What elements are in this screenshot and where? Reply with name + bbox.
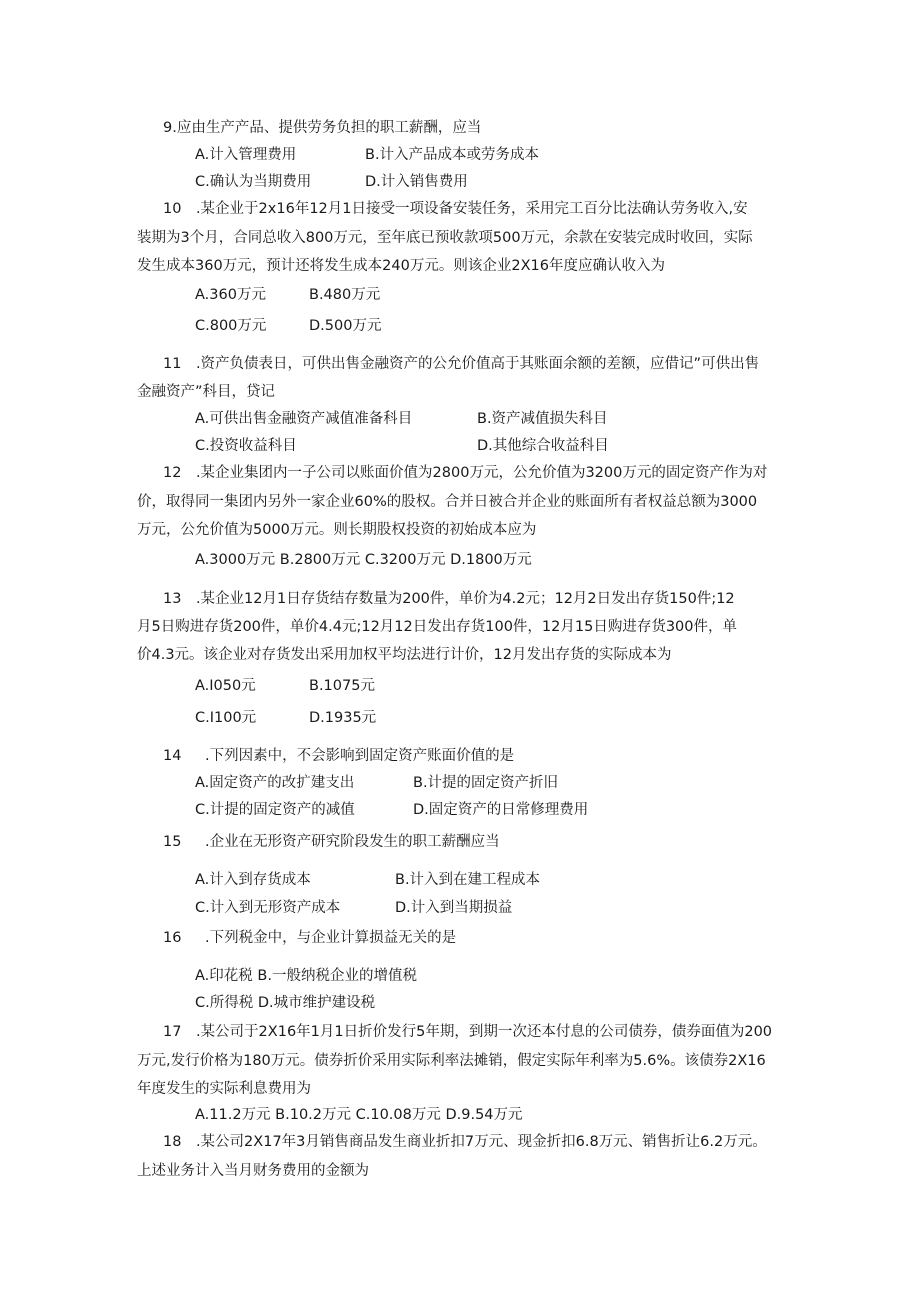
option-a: A.I050元 bbox=[195, 678, 256, 694]
options-line: A.印花税 B.一般纳税企业的增值税 bbox=[195, 968, 417, 984]
option-a: A.固定资产的改扩建支出 bbox=[195, 775, 355, 791]
option-c: C.I100元 bbox=[195, 710, 257, 726]
options-line: C.所得税 D.城市维护建设税 bbox=[195, 995, 376, 1011]
option-a: A.可供出售金融资产减值准备科目 bbox=[195, 411, 413, 427]
question-stem-line: 月5日购进存货200件，单价4.4元;12月12日发出存货100件，12月15日购进存货300件，单 bbox=[137, 619, 737, 635]
question-stem: .企业在无形资产研究阶段发生的职工薪酬应当 bbox=[205, 834, 500, 850]
question-stem: 17 .某公司于2X16年1月1日折价发行5年期，到期一次还本付息的公司债券，债券面值为200 bbox=[163, 1024, 773, 1040]
question-stem-line: 万元，公允价值为5000万元。则长期股权投资的初始成本应为 bbox=[137, 522, 537, 538]
option-c: C.计入到无形资产成本 bbox=[195, 900, 341, 916]
options-line: A.3000万元 B.2800万元 C.3200万元 D.1800万元 bbox=[195, 552, 532, 568]
option-a: A.计入管理费用 bbox=[195, 147, 297, 163]
option-b: B.计入产品成本或劳务成本 bbox=[365, 147, 540, 163]
option-d: D.1935元 bbox=[309, 710, 377, 726]
options-line: A.11.2万元 B.10.2万元 C.10.08万元 D.9.54万元 bbox=[195, 1107, 523, 1123]
question-stem-line: 上述业务计入当月财务费用的金额为 bbox=[137, 1163, 369, 1179]
question-stem-line: 价4.3元。该企业对存货发出采用加权平均法进行计价，12月发出存货的实际成本为 bbox=[137, 647, 672, 663]
option-a: A.360万元 bbox=[195, 287, 266, 303]
question-number: 14 bbox=[163, 748, 182, 764]
question-stem: 10 .某企业于2x16年12月1日接受一项设备安装任务，采用完工百分比法确认劳务收入,安 bbox=[163, 201, 748, 217]
option-a: A.计入到存货成本 bbox=[195, 872, 311, 888]
option-c: C.投资收益科目 bbox=[195, 438, 297, 454]
option-d: D.500万元 bbox=[309, 318, 382, 334]
question-number: 16 bbox=[163, 930, 182, 946]
question-stem: .下列税金中，与企业计算损益无关的是 bbox=[205, 930, 457, 946]
question-stem: 12 .某企业集团内一子公司以账面价值为2800万元，公允价值为3200万元的固定资产作为对 bbox=[163, 465, 768, 481]
option-b: B.1075元 bbox=[309, 678, 375, 694]
question-stem-line: 发生成本360万元，预计还将发生成本240万元。则该企业2X16年度应确认收入为 bbox=[137, 258, 665, 274]
option-b: B.计提的固定资产折旧 bbox=[413, 775, 559, 791]
question-stem-line: 万元,发行价格为180万元。债券折价采用实际利率法摊销，假定实际年利率为5.6%。该债券2X16 bbox=[137, 1053, 766, 1069]
option-c: C.确认为当期费用 bbox=[195, 174, 312, 190]
question-stem-line: 金融资产”科目，贷记 bbox=[137, 384, 276, 400]
question-stem: 11 .资产负债表日，可供出售金融资产的公允价值高于其账面余额的差额，应借记”可供出售 bbox=[163, 356, 760, 372]
option-b: B.480万元 bbox=[309, 287, 381, 303]
option-d: D.计入销售费用 bbox=[365, 174, 468, 190]
option-b: B.资产减值损失科目 bbox=[477, 411, 608, 427]
option-c: C.计提的固定资产的减值 bbox=[195, 802, 355, 818]
option-d: D.计入到当期损益 bbox=[395, 900, 513, 916]
question-stem: 18 .某公司2X17年3月销售商品发生商业折扣7万元、现金折扣6.8万元、销售折让6.2万元。 bbox=[163, 1134, 767, 1150]
question-stem: 9.应由生产产品、提供劳务负担的职工薪酬，应当 bbox=[163, 120, 482, 136]
question-stem-line: 装期为3个月，合同总收入800万元，至年底已预收款项500万元，余款在安装完成时收回，实际 bbox=[137, 230, 753, 246]
option-b: B.计入到在建工程成本 bbox=[395, 872, 541, 888]
option-d: D.固定资产的日常修理费用 bbox=[413, 802, 589, 818]
question-number: 15 bbox=[163, 834, 182, 850]
question-stem: .下列因素中，不会影响到固定资产账面价值的是 bbox=[205, 748, 515, 764]
question-stem-line: 价，取得同一集团内另外一家企业60%的股权。合并日被合并企业的账面所有者权益总额为3000 bbox=[137, 494, 758, 510]
option-d: D.其他综合收益科目 bbox=[477, 438, 609, 454]
question-stem-line: 年度发生的实际利息费用为 bbox=[137, 1081, 311, 1097]
question-stem: 13 .某企业12月1日存货结存数量为200件，单价为4.2元；12月2日发出存货150件;12 bbox=[163, 591, 735, 607]
option-c: C.800万元 bbox=[195, 318, 267, 334]
